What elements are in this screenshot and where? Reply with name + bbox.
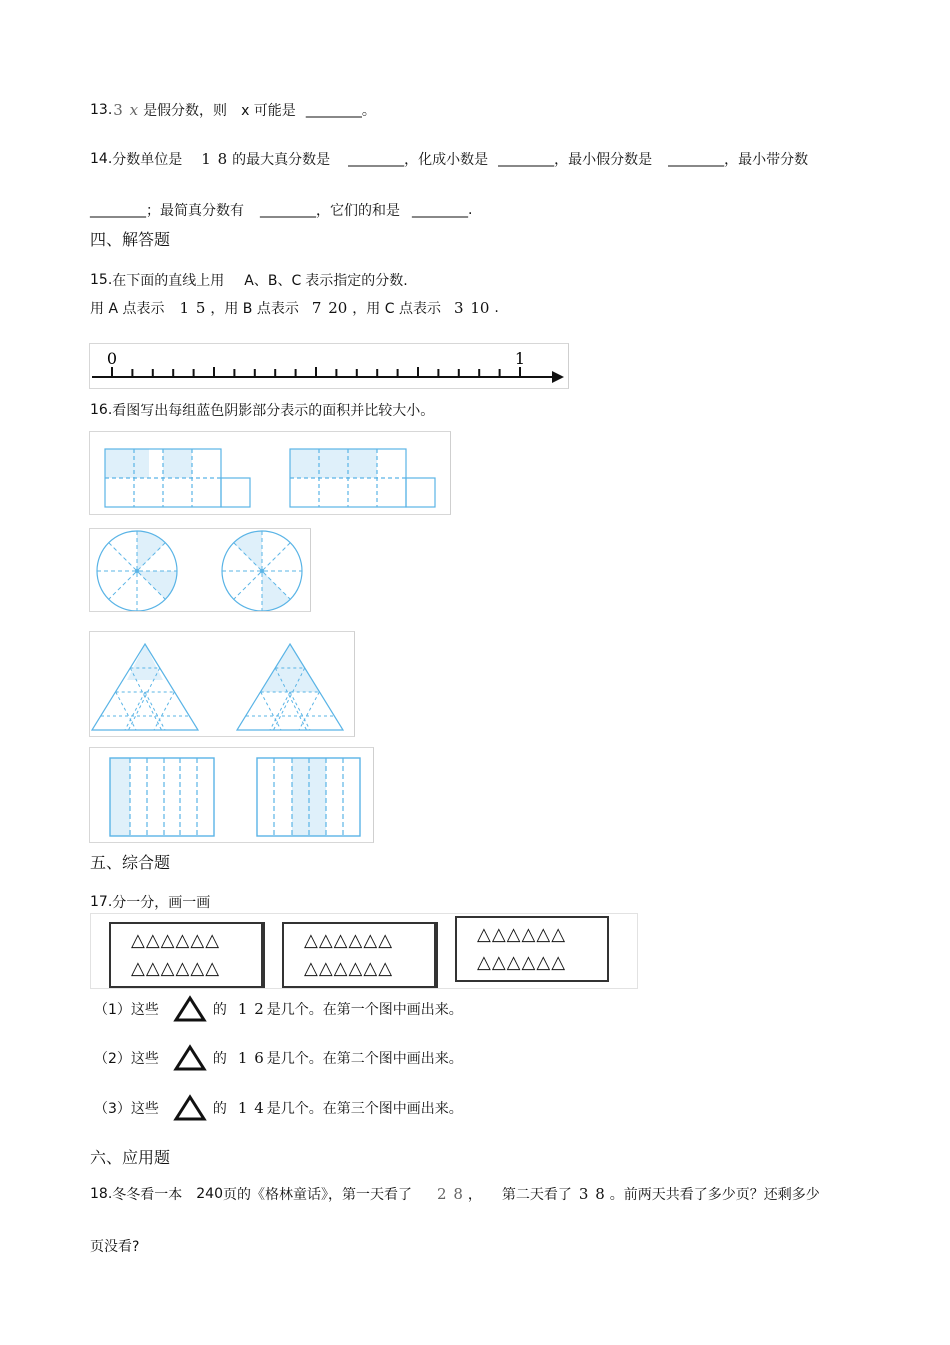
q14-text-e: ，最小带分数 bbox=[724, 152, 809, 168]
q15-b-den: 20 bbox=[328, 298, 348, 317]
stripe-rectangle-right bbox=[257, 758, 360, 836]
q15-text-b: 表示指定的分数. bbox=[305, 273, 408, 289]
q17-text: 分一分，画一画 bbox=[112, 895, 211, 911]
q17-sub-1-num: 1 bbox=[237, 999, 248, 1018]
q18-text-b: 页的《格林童话》，第一天看了 bbox=[223, 1187, 412, 1203]
q15-letters: A、B、C bbox=[244, 273, 302, 289]
q18-line-1 bbox=[90, 1184, 820, 1204]
q18-line-2 bbox=[90, 1236, 139, 1256]
section-4-title: 四、解答题 bbox=[90, 230, 171, 249]
q15-a-den: 5 bbox=[195, 298, 206, 317]
q14-text-c: ，化成小数是 bbox=[404, 152, 489, 168]
q14-blank-2[interactable]: ________ bbox=[498, 151, 555, 167]
q15-line-1 bbox=[90, 270, 408, 290]
q17-sub-2-fraction bbox=[237, 1048, 265, 1067]
q18-f1-den: 8 bbox=[453, 1184, 463, 1203]
q18-number: 18. bbox=[90, 1186, 113, 1202]
q17-sub-1-label: （1）这些 bbox=[94, 1002, 159, 1018]
q13-blank[interactable]: ________ bbox=[305, 102, 362, 118]
q14-text-g: ，它们的和是 bbox=[316, 203, 400, 219]
q18-pages: 240 bbox=[196, 1186, 223, 1202]
section-6-title: 六、应用题 bbox=[90, 1148, 171, 1167]
triangle-box-3[interactable] bbox=[455, 916, 609, 982]
q14-blank-3[interactable]: ________ bbox=[668, 151, 725, 167]
circles-figure bbox=[89, 528, 311, 612]
q17-number: 17. bbox=[90, 894, 113, 910]
q14-frac-den: 8 bbox=[217, 149, 228, 168]
q17-sub-1-den: 2 bbox=[254, 999, 264, 1018]
triangle-box-2[interactable] bbox=[282, 922, 438, 988]
triangle-icon bbox=[173, 1044, 207, 1072]
q17-sub-2-of: 的 bbox=[212, 1051, 227, 1067]
q15-c-num: 3 bbox=[453, 298, 464, 317]
q17-sub-3-num: 1 bbox=[237, 1098, 248, 1117]
q17-sub-1-rest: 是几个。在第一个图中画出来。 bbox=[266, 1002, 463, 1018]
q17-sub-1-of: 的 bbox=[212, 1002, 227, 1018]
q17-sub-3-rest: 是几个。在第三个图中画出来。 bbox=[266, 1101, 463, 1117]
q15-line-2 bbox=[90, 298, 499, 318]
q14-text-f: ；最简真分数有 bbox=[146, 203, 244, 219]
q18-fraction-1 bbox=[436, 1184, 464, 1203]
q15-c-den: 10 bbox=[470, 298, 490, 317]
q15-number: 15. bbox=[90, 272, 113, 288]
q14-blank-6[interactable]: ________ bbox=[412, 202, 468, 218]
q17-sub-2-label: （2）这些 bbox=[94, 1051, 159, 1067]
q14-line-1 bbox=[90, 149, 808, 169]
q18-text-c: ， bbox=[467, 1187, 482, 1203]
q13-frac-den: x bbox=[129, 100, 139, 119]
number-line-end-label: 1 bbox=[514, 349, 526, 368]
q17-sub-2 bbox=[94, 1044, 463, 1072]
q17-sub-3-label: （3）这些 bbox=[94, 1101, 159, 1117]
q15-a-num: 1 bbox=[179, 298, 190, 317]
q17-sub-2-den: 6 bbox=[254, 1048, 264, 1067]
q14-line-2 bbox=[90, 200, 472, 220]
q13-line bbox=[90, 100, 376, 120]
q13-text-b: x 可能是 bbox=[241, 103, 296, 119]
q18-text-f: 页没看? bbox=[90, 1239, 140, 1255]
rectangle-shape-left bbox=[105, 449, 250, 507]
q18-f2-num: 3 bbox=[578, 1184, 589, 1203]
q13-text-a: 是假分数，则 bbox=[143, 103, 228, 119]
q14-text-d: ，最小假分数是 bbox=[554, 152, 653, 168]
triangle-row-1: △△△△△△ bbox=[131, 930, 221, 951]
stripe-rectangle-left bbox=[110, 758, 214, 836]
q15-end: . bbox=[494, 300, 499, 316]
q14-text-a: 分数单位是 bbox=[112, 152, 183, 168]
triangle-row-2: △△△△△△ bbox=[131, 958, 221, 979]
q18-text-d: 第二天看了 bbox=[501, 1187, 572, 1203]
triangle-icon bbox=[173, 1094, 207, 1122]
q17-sub-1-fraction bbox=[237, 999, 265, 1018]
stripes-figure bbox=[89, 747, 374, 843]
q17-sub-2-num: 1 bbox=[237, 1048, 248, 1067]
q13-number: 13. bbox=[90, 102, 113, 118]
q17-sub-1 bbox=[94, 995, 463, 1023]
q15-fraction-b bbox=[311, 298, 348, 317]
rectangle-shape-right bbox=[290, 449, 435, 507]
q17-sub-3 bbox=[94, 1094, 463, 1122]
q14-number: 14. bbox=[90, 151, 113, 167]
q15-b-num: 7 bbox=[311, 298, 322, 317]
triangle-box-1[interactable] bbox=[109, 922, 265, 988]
triangle-row-2: △△△△△△ bbox=[304, 958, 394, 979]
q15-b-text: ，用 B 点表示 bbox=[210, 301, 299, 317]
q14-blank-4[interactable]: ________ bbox=[90, 202, 146, 218]
q15-fraction-c bbox=[453, 298, 490, 317]
q16-number: 16. bbox=[90, 402, 113, 418]
triangle-row-1: △△△△△△ bbox=[477, 924, 567, 945]
number-line-start-label: 0 bbox=[106, 349, 118, 368]
q14-blank-1[interactable]: ________ bbox=[348, 151, 405, 167]
q16-line bbox=[90, 400, 434, 420]
number-line-figure[interactable] bbox=[89, 343, 569, 389]
triangle-row-2: △△△△△△ bbox=[477, 952, 567, 973]
triangles-figure bbox=[89, 631, 355, 737]
q18-f2-den: 8 bbox=[595, 1184, 605, 1203]
q18-text-e: 。前两天共看了多少页？还剩多少 bbox=[609, 1187, 820, 1203]
triangle-boxes-figure bbox=[90, 913, 638, 989]
triangle-row-1: △△△△△△ bbox=[304, 930, 394, 951]
circle-shape-left bbox=[97, 531, 177, 611]
q17-line bbox=[90, 892, 210, 912]
q18-fraction-2 bbox=[578, 1184, 606, 1203]
q13-fraction bbox=[112, 100, 139, 119]
q17-sub-3-den: 4 bbox=[254, 1098, 264, 1117]
section-5-title: 五、综合题 bbox=[90, 853, 171, 872]
q13-frac-num: 3 bbox=[113, 100, 123, 119]
q17-sub-3-of: 的 bbox=[212, 1101, 227, 1117]
triangle-shape-left bbox=[92, 644, 198, 730]
q14-fraction bbox=[200, 149, 228, 168]
q14-text-b: 的最大真分数是 bbox=[232, 152, 331, 168]
q18-text-a: 冬冬看一本 bbox=[112, 1187, 183, 1203]
q14-end: . bbox=[468, 202, 473, 218]
q15-c-text: ，用 C 点表示 bbox=[352, 301, 441, 317]
q15-a-text: 用 A 点表示 bbox=[90, 301, 165, 317]
q14-frac-num: 1 bbox=[201, 149, 211, 168]
number-line-arrow bbox=[552, 371, 564, 383]
q15-fraction-a bbox=[178, 298, 206, 317]
triangle-icon bbox=[173, 995, 207, 1023]
q17-sub-3-fraction bbox=[237, 1098, 265, 1117]
q14-blank-5[interactable]: ________ bbox=[260, 202, 316, 218]
circle-shape-right bbox=[222, 531, 302, 611]
q15-text: 在下面的直线上用 bbox=[112, 273, 225, 289]
q18-f1-num: 2 bbox=[437, 1184, 447, 1203]
rectangles-figure bbox=[89, 431, 451, 515]
q13-end: 。 bbox=[361, 103, 376, 119]
q16-text: 看图写出每组蓝色阴影部分表示的面积并比较大小。 bbox=[112, 403, 435, 419]
triangle-shape-right bbox=[237, 644, 343, 730]
number-line[interactable] bbox=[90, 344, 568, 388]
q17-sub-2-rest: 是几个。在第二个图中画出来。 bbox=[266, 1051, 463, 1067]
